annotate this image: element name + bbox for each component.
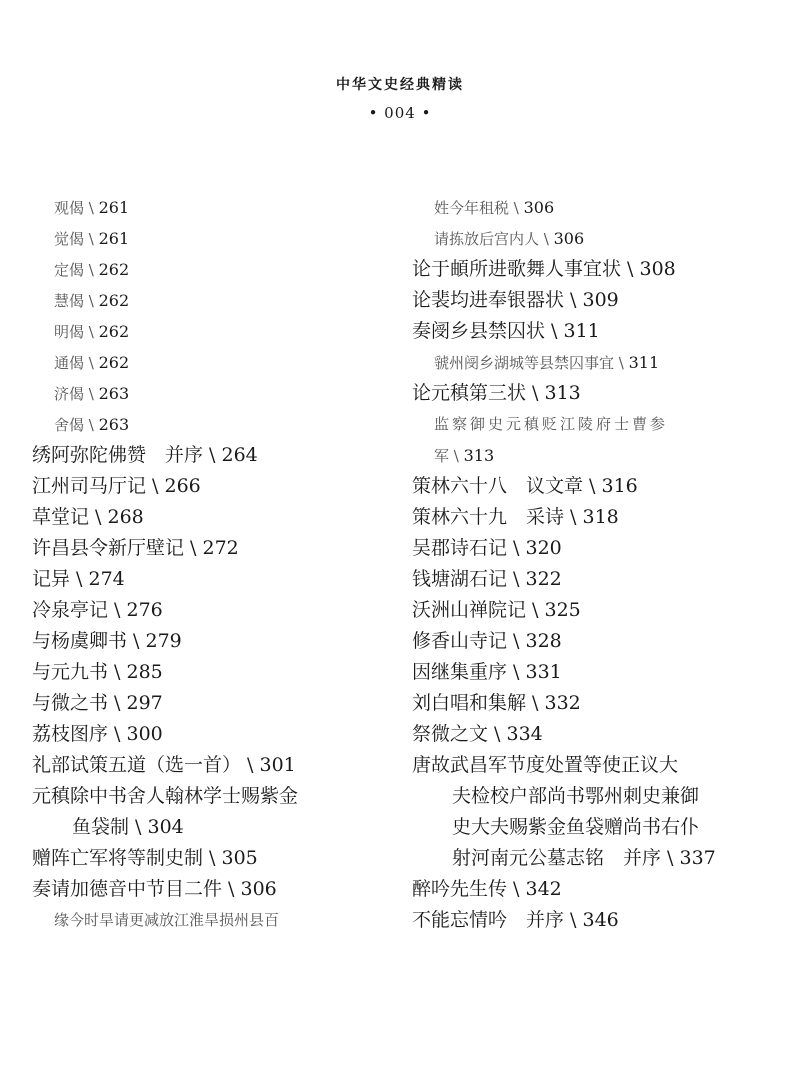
toc-entry [32,533,382,564]
toc-entry-page-number: 306 [240,878,277,900]
toc-entry-page-number: 304 [147,816,184,838]
toc-entry-title: 济偈 \ [54,385,99,403]
toc-entry-title: 明偈 \ [54,323,99,341]
toc-entry [32,440,382,471]
toc-entry-page-number: 316 [601,475,638,497]
toc-entry-page-number: 306 [553,229,585,248]
toc-entry-page-number: 305 [221,847,258,869]
toc-entry [412,688,772,719]
toc-entry-page-number: 325 [544,599,581,621]
toc-entry [32,657,382,688]
toc-entry-page-number: 301 [259,754,296,776]
toc-entry-page-number: 262 [98,260,130,279]
toc-entry-title: 祭微之文 \ [412,723,507,745]
toc-entry-title: 论裴均进奉银器状 \ [412,289,583,311]
toc-entry-page-number: 279 [145,630,182,652]
toc-entry [412,781,772,812]
toc-entry-title: 记异 \ [32,568,89,590]
toc-entry [412,750,772,781]
toc-entry-page-number: 342 [525,878,562,900]
toc-entry-title: 与元九书 \ [32,661,127,683]
toc-entry [32,192,382,223]
toc-entry-page-number: 263 [98,415,130,434]
toc-entry-title: 策林六十八 议文章 \ [412,475,602,497]
toc-entry-title: 监察御史元稹贬江陵府士曹参 [434,415,669,433]
toc-entry-page-number: 346 [582,909,619,931]
toc-entry [412,595,772,626]
toc-entry-title: 沃洲山禅院记 \ [412,599,545,621]
toc-entry [412,874,772,905]
toc-entry [32,843,382,874]
toc-entry [412,812,772,843]
toc-entry [32,285,382,316]
toc-entry-title: 请拣放后宫内人 \ [434,230,554,248]
toc-entry-title: 史大夫赐紫金鱼袋赠尚书右仆 [452,816,700,838]
toc-entry-page-number: 322 [525,568,562,590]
toc-entry-page-number: 268 [107,506,144,528]
toc-entry-title: 观偈 \ [54,199,99,217]
toc-entry-page-number: 261 [98,198,130,217]
toc-entry-page-number: 320 [525,537,562,559]
toc-entry-title: 虢州阌乡湖城等县禁囚事宜 \ [434,354,629,372]
toc-entry-page-number: 262 [98,291,130,310]
toc-entry-title: 赠阵亡军将等制史制 \ [32,847,222,869]
toc-left-column [32,192,382,936]
toc-entry-title: 因继集重序 \ [412,661,526,683]
toc-entry-page-number: 262 [98,322,130,341]
page-header [0,74,800,122]
toc-entry-page-number: 309 [582,289,619,311]
toc-entry-title: 姓今年租税 \ [434,199,524,217]
toc-entry [32,874,382,905]
toc-entry [32,471,382,502]
toc-entry-page-number: 311 [628,353,660,372]
toc-entry [412,471,772,502]
toc-entry-title: 礼部试策五道（选一首） \ [32,754,260,776]
toc-entry-title: 醉吟先生传 \ [412,878,526,900]
toc-entry-title: 奏请加德音中节目二件 \ [32,878,241,900]
toc-entry-title: 觉偈 \ [54,230,99,248]
toc-entry-title: 论于頔所进歌舞人事宜状 \ [412,258,640,280]
toc-entry-page-number: 300 [126,723,163,745]
toc-entry-title: 刘白唱和集解 \ [412,692,545,714]
toc-entry [32,254,382,285]
toc-entry-title: 绣阿弥陀佛赞 并序 \ [32,444,222,466]
page-number: • 004 • [368,104,432,122]
toc-entry-page-number: 272 [202,537,239,559]
toc-entry [412,378,772,409]
toc-entry-title: 定偈 \ [54,261,99,279]
toc-entry-page-number: 261 [98,229,130,248]
toc-entry [412,409,772,440]
toc-entry-page-number: 274 [88,568,125,590]
toc-entry-title: 草堂记 \ [32,506,108,528]
toc-entry [32,905,382,936]
toc-entry-title: 荔枝图序 \ [32,723,127,745]
toc-entry-title: 元稹除中书舍人翰林学士赐紫金 [32,785,299,807]
toc-entry-page-number: 262 [98,353,130,372]
toc-entry [32,347,382,378]
toc-entry-title: 慧偈 \ [54,292,99,310]
toc-entry [32,409,382,440]
toc-entry-title: 通偈 \ [54,354,99,372]
toc-right-column [412,192,772,936]
toc-entry-page-number: 285 [126,661,163,683]
toc-entry-title: 夫检校户部尚书鄂州刺史兼御 [452,785,700,807]
toc-entry [32,812,382,843]
toc-entry-page-number: 318 [582,506,619,528]
toc-entry [412,533,772,564]
toc-entry-title: 军 \ [434,447,464,465]
toc-entry-title: 策林六十九 采诗 \ [412,506,583,528]
toc-entry-page-number: 308 [639,258,676,280]
toc-entry-page-number: 313 [544,382,581,404]
toc-entry [32,502,382,533]
toc-entry [32,595,382,626]
toc-entry-title: 不能忘情吟 并序 \ [412,909,583,931]
toc-entry-title: 与杨虞卿书 \ [32,630,146,652]
toc-entry [412,254,772,285]
toc-entry [32,626,382,657]
toc-entry-page-number: 264 [221,444,258,466]
toc-entry-page-number: 334 [506,723,543,745]
toc-entry [412,657,772,688]
toc-entry-title: 修香山寺记 \ [412,630,526,652]
toc-entry [32,781,382,812]
toc-entry-title: 冷泉亭记 \ [32,599,127,621]
toc-entry-title: 舍偈 \ [54,416,99,434]
toc-entry [412,223,772,254]
series-title: 中华文史经典精读 [336,77,464,93]
toc-entry [32,750,382,781]
toc-entry-page-number: 337 [679,847,716,869]
toc-entry-title: 许昌县令新厅壁记 \ [32,537,203,559]
toc-entry [412,719,772,750]
toc-entry [412,192,772,223]
toc-entry [412,626,772,657]
toc-entry-title: 与微之书 \ [32,692,127,714]
toc-entry [412,285,772,316]
toc-entry-page-number: 297 [126,692,163,714]
toc-entry [32,564,382,595]
toc-entry [32,719,382,750]
toc-entry-title: 吴郡诗石记 \ [412,537,526,559]
toc-entry [412,316,772,347]
toc-entry-title: 射河南元公墓志铭 并序 \ [452,847,680,869]
toc-entry-page-number: 313 [463,446,495,465]
toc-entry-title: 奏阌乡县禁囚状 \ [412,320,564,342]
toc-entry-title: 鱼袋制 \ [72,816,148,838]
toc-entry-page-number: 311 [563,320,600,342]
toc-entry [412,564,772,595]
toc-entry [412,905,772,936]
toc-entry-page-number: 332 [544,692,581,714]
toc-entry [412,502,772,533]
toc-entry [32,223,382,254]
toc-entry-page-number: 263 [98,384,130,403]
toc-entry [412,347,772,378]
toc-entry-title: 缘今时旱请更减放江淮旱损州县百 [54,911,280,929]
toc-entry [412,843,772,874]
toc-entry-page-number: 276 [126,599,163,621]
toc-entry [32,688,382,719]
toc-entry-page-number: 266 [164,475,201,497]
toc-entry-page-number: 328 [525,630,562,652]
toc-entry-page-number: 306 [523,198,555,217]
toc-entry-title: 钱塘湖石记 \ [412,568,526,590]
toc-entry [32,316,382,347]
toc-entry-title: 论元稹第三状 \ [412,382,545,404]
toc-entry [32,378,382,409]
toc-entry-page-number: 331 [525,661,562,683]
toc-entry-title: 江州司马厅记 \ [32,475,165,497]
toc-entry [412,440,772,471]
toc-entry-title: 唐故武昌军节度处置等使正议大 [412,754,679,776]
